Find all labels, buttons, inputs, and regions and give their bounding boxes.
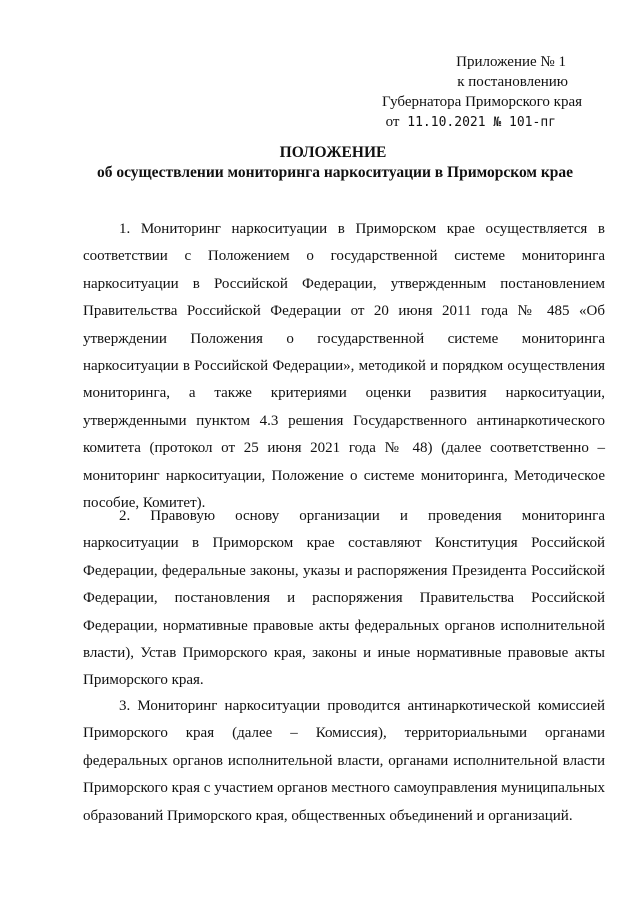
title-main: ПОЛОЖЕНИЕ [279,144,387,161]
paragraph: 1. Мониторинг наркоситуации в Приморском крае осуществляется в соответствии с Положением о государственной системе мониторинга наркоситуации в Российской Федерации, утвержденным постановлением Правительства Российской Федерации от 20 июня 2011 года № 485 «Об утверждении Положения о государственной системе мониторинга наркоситуации в Российской Федерации», методикой и порядком осуществления мониторинга, а также критериями оценки развития наркоситуации, утвержденными пунктом 4.3 решения Государственного антинаркотического комитета (протокол от 25 июня 2021 года № 48) (далее соответственно – мониторинг наркоситуации, Положение о системе мониторинга, Методическое пособие, Комитет). [83,221,605,512]
paragraph-3-block [83,693,605,830]
appendix-number: Приложение № 1 [456,54,566,70]
paragraph-1-block [83,216,605,517]
appendix-date-prefix: от [385,114,400,130]
appendix-handwritten-date: 11.10.2021 № 101-пг [407,115,556,130]
document-title [0,143,640,183]
appendix-governor: Губернатора Приморского края [382,94,582,110]
appendix-date-number [350,112,582,133]
paragraph-2-block [83,503,605,695]
title-subtitle: об осуществлении мониторинга наркоситуации в Приморском крае [96,164,574,181]
appendix-to-resolution: к постановлению [457,74,568,90]
appendix-header [350,52,582,133]
paragraph: 2. Правовую основу организации и проведения мониторинга наркоситуации в Приморском крае составляют Конституция Российской Федерации, федеральные законы, указы и распоряжения Президента Российской Федерации, постановления и распоряжения Правительства Российской Федерации, нормативные правовые акты федеральных органов исполнительной власти), Устав Приморского края, законы и иные нормативные правовые акты Приморского края. [83,508,605,689]
paragraph: 3. Мониторинг наркоситуации проводится антинаркотической комиссией Приморского края (далее – Комиссия), территориальными органами федеральных органов исполнительной власти, органами исполнительной власти Приморского края с участием органов местного самоуправления муниципальных образований Приморского края, общественных объединений и организаций. [83,698,605,824]
